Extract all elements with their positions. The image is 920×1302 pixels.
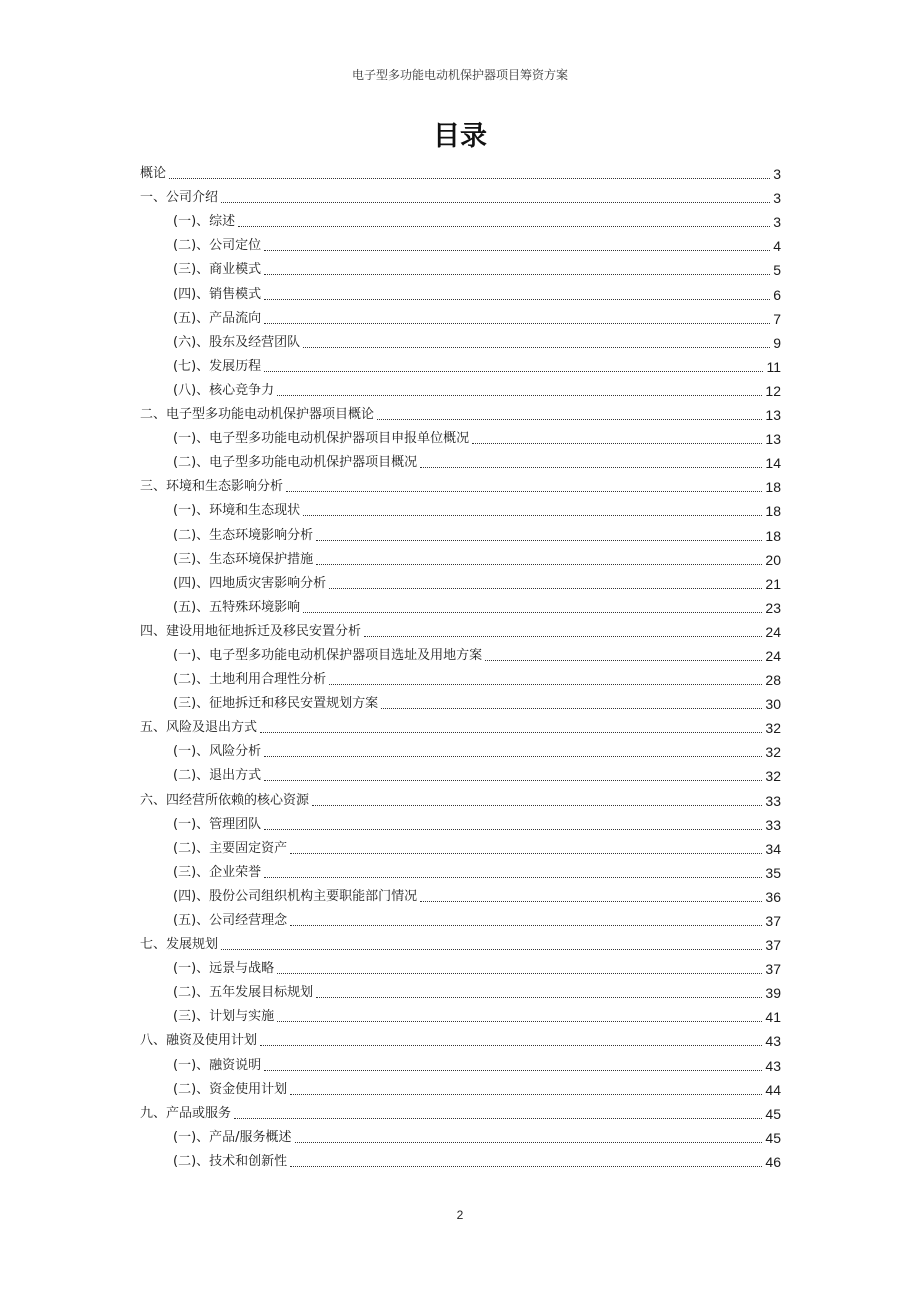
toc-entry-page: 6 <box>773 286 781 303</box>
toc-entry[interactable] <box>140 1003 781 1027</box>
toc-entry[interactable] <box>140 811 781 835</box>
toc-entry-label: 一、公司介绍 <box>140 190 219 206</box>
toc-dot-leader <box>364 636 762 637</box>
toc-entry-label: (二)、公司定位 <box>173 238 262 254</box>
toc-entry-label: (三)、生态环境保护措施 <box>173 551 314 567</box>
toc-dot-leader <box>264 274 770 275</box>
toc-entry-page: 36 <box>765 888 781 905</box>
toc-dot-leader <box>303 612 762 613</box>
toc-entry-page: 12 <box>765 382 781 399</box>
toc-dot-leader <box>221 202 770 203</box>
toc-dot-leader <box>264 323 770 324</box>
toc-entry[interactable] <box>140 1076 781 1100</box>
toc-entry-page: 11 <box>766 358 781 375</box>
toc-entry[interactable] <box>140 907 781 931</box>
toc-entry-page: 43 <box>765 1057 781 1074</box>
toc-entry[interactable] <box>140 184 781 208</box>
toc-entry[interactable] <box>140 329 781 353</box>
toc-dot-leader <box>260 732 762 733</box>
toc-entry[interactable] <box>140 521 781 545</box>
toc-dot-leader <box>264 780 762 781</box>
toc-entry-label: (四)、销售模式 <box>173 286 262 302</box>
toc-entry-page: 23 <box>765 599 781 616</box>
toc-entry-label: 二、电子型多功能电动机保护器项目概论 <box>140 407 375 423</box>
toc-entry[interactable] <box>140 931 781 955</box>
toc-entry-label: (一)、融资说明 <box>173 1057 262 1073</box>
toc-entry-page: 44 <box>765 1081 781 1098</box>
toc-entry-label: (二)、退出方式 <box>173 768 262 784</box>
toc-entry[interactable] <box>140 546 781 570</box>
toc-dot-leader <box>221 949 762 950</box>
toc-entry-label: (一)、远景与战略 <box>173 961 275 977</box>
toc-entry-page: 34 <box>765 840 781 857</box>
toc-entry[interactable] <box>140 425 781 449</box>
toc-entry-label: (二)、资金使用计划 <box>173 1081 288 1097</box>
toc-dot-leader <box>264 829 762 830</box>
toc-entry-page: 24 <box>765 647 781 664</box>
toc-entry[interactable] <box>140 618 781 642</box>
toc-entry[interactable] <box>140 208 781 232</box>
toc-dot-leader <box>303 347 770 348</box>
toc-entry-page: 32 <box>765 720 781 737</box>
toc-entry-label: (三)、计划与实施 <box>173 1009 275 1025</box>
toc-entry-page: 3 <box>773 166 781 183</box>
toc-dot-leader <box>420 467 762 468</box>
toc-entry[interactable] <box>140 955 781 979</box>
toc-entry-label: (一)、产品/服务概述 <box>173 1129 292 1145</box>
toc-entry-label: (六)、股东及经营团队 <box>173 334 301 350</box>
toc-entry-page: 43 <box>765 1033 781 1050</box>
toc-entry-page: 18 <box>765 479 781 496</box>
toc-entry[interactable] <box>140 979 781 1003</box>
toc-entry[interactable] <box>140 690 781 714</box>
toc-entry-page: 33 <box>765 792 781 809</box>
toc-entry-page: 21 <box>765 575 781 592</box>
toc-entry[interactable] <box>140 401 781 425</box>
running-header: 电子型多功能电动机保护器项目筹资方案 <box>351 68 568 82</box>
toc-entry-page: 37 <box>765 961 781 978</box>
toc-entry-label: 九、产品或服务 <box>140 1105 232 1121</box>
toc-entry[interactable] <box>140 1051 781 1075</box>
toc-entry-label: (四)、四地质灾害影响分析 <box>173 575 327 591</box>
toc-entry-page: 13 <box>765 407 781 424</box>
toc-entry[interactable] <box>140 1124 781 1148</box>
page-number: 2 <box>456 1208 464 1222</box>
toc-dot-leader <box>277 395 762 396</box>
toc-entry[interactable] <box>140 714 781 738</box>
toc-entry[interactable] <box>140 305 781 329</box>
toc-dot-leader <box>277 973 762 974</box>
toc-entry-page: 4 <box>773 238 781 255</box>
toc-entry[interactable] <box>140 883 781 907</box>
toc-dot-leader <box>286 491 762 492</box>
toc-entry[interactable] <box>140 594 781 618</box>
toc-entry[interactable] <box>140 377 781 401</box>
toc-entry[interactable] <box>140 280 781 304</box>
toc-entry-label: (四)、股份公司组织机构主要职能部门情况 <box>173 888 418 904</box>
toc-entry-label: (一)、管理团队 <box>173 816 262 832</box>
toc-entry-label: (八)、核心竞争力 <box>173 382 275 398</box>
toc-entry-page: 18 <box>765 503 781 520</box>
toc-entry-label: 六、四经营所依赖的核心资源 <box>140 792 310 808</box>
toc-dot-leader <box>264 299 770 300</box>
toc-entry-page: 5 <box>773 262 781 279</box>
table-of-contents <box>140 160 781 1172</box>
toc-dot-leader <box>377 419 762 420</box>
toc-entry-page: 3 <box>773 190 781 207</box>
toc-entry-label: 三、环境和生态影响分析 <box>140 479 284 495</box>
toc-dot-leader <box>264 756 762 757</box>
toc-entry-label: (五)、五特殊环境影响 <box>173 599 301 615</box>
toc-entry-label: (三)、征地拆迁和移民安置规划方案 <box>173 696 379 712</box>
toc-entry[interactable] <box>140 353 781 377</box>
toc-entry-label: (一)、电子型多功能电动机保护器项目选址及用地方案 <box>173 647 483 663</box>
toc-dot-leader <box>260 1045 762 1046</box>
toc-entry[interactable] <box>140 232 781 256</box>
toc-entry-page: 45 <box>765 1105 781 1122</box>
toc-dot-leader <box>316 540 762 541</box>
toc-dot-leader <box>316 564 762 565</box>
toc-entry-page: 37 <box>765 937 781 954</box>
toc-entry-page: 32 <box>765 768 781 785</box>
toc-entry-page: 35 <box>765 864 781 881</box>
toc-entry-page: 14 <box>765 455 781 472</box>
toc-dot-leader <box>264 1070 762 1071</box>
toc-entry-page: 32 <box>765 744 781 761</box>
toc-entry[interactable] <box>140 497 781 521</box>
toc-entry-label: (二)、土地利用合理性分析 <box>173 672 327 688</box>
toc-entry[interactable] <box>140 473 781 497</box>
toc-entry-label: (二)、生态环境影响分析 <box>173 527 314 543</box>
toc-dot-leader <box>316 997 762 998</box>
toc-dot-leader <box>420 901 762 902</box>
toc-entry-label: (二)、主要固定资产 <box>173 840 288 856</box>
toc-dot-leader <box>381 708 762 709</box>
toc-dot-leader <box>290 925 762 926</box>
toc-dot-leader <box>312 805 762 806</box>
toc-dot-leader <box>472 443 762 444</box>
toc-entry-page: 39 <box>765 985 781 1002</box>
toc-entry-label: (三)、商业模式 <box>173 262 262 278</box>
toc-entry[interactable] <box>140 160 781 184</box>
toc-dot-leader <box>303 515 762 516</box>
toc-entry-label: 八、融资及使用计划 <box>140 1033 258 1049</box>
toc-entry-label: 概论 <box>140 166 167 182</box>
toc-entry-page: 24 <box>765 623 781 640</box>
toc-entry-label: 七、发展规划 <box>140 937 219 953</box>
toc-entry-label: (一)、风险分析 <box>173 744 262 760</box>
toc-entry-label: (二)、电子型多功能电动机保护器项目概况 <box>173 455 418 471</box>
toc-entry-page: 41 <box>765 1009 781 1026</box>
toc-entry[interactable] <box>140 738 781 762</box>
toc-dot-leader <box>329 684 762 685</box>
page-title: 目录 <box>433 121 487 152</box>
toc-entry-page: 28 <box>765 672 781 689</box>
toc-entry[interactable] <box>140 256 781 280</box>
toc-dot-leader <box>264 371 763 372</box>
toc-entry-page: 3 <box>773 214 781 231</box>
toc-dot-leader <box>169 178 770 179</box>
toc-entry[interactable] <box>140 786 781 810</box>
toc-dot-leader <box>290 1166 762 1167</box>
toc-entry-label: (一)、综述 <box>173 214 236 230</box>
toc-entry-page: 45 <box>765 1129 781 1146</box>
toc-entry-label: 四、建设用地征地拆迁及移民安置分析 <box>140 623 362 639</box>
toc-entry-label: (一)、环境和生态现状 <box>173 503 301 519</box>
toc-dot-leader <box>264 250 770 251</box>
toc-entry-page: 46 <box>765 1153 781 1170</box>
toc-entry-label: (一)、电子型多功能电动机保护器项目申报单位概况 <box>173 431 470 447</box>
toc-entry[interactable] <box>140 859 781 883</box>
toc-entry-page: 33 <box>765 816 781 833</box>
toc-dot-leader <box>290 853 762 854</box>
toc-entry[interactable] <box>140 666 781 690</box>
toc-entry-page: 7 <box>773 310 781 327</box>
toc-entry[interactable] <box>140 449 781 473</box>
toc-entry-page: 9 <box>773 334 781 351</box>
toc-entry[interactable] <box>140 570 781 594</box>
toc-dot-leader <box>329 588 762 589</box>
toc-entry[interactable] <box>140 1027 781 1051</box>
toc-entry-page: 18 <box>765 527 781 544</box>
toc-entry-label: (五)、公司经营理念 <box>173 913 288 928</box>
toc-entry[interactable] <box>140 1148 781 1172</box>
toc-entry-page: 13 <box>765 431 781 448</box>
toc-dot-leader <box>295 1142 763 1143</box>
toc-entry-label: (二)、五年发展目标规划 <box>173 985 314 1001</box>
toc-dot-leader <box>277 1021 762 1022</box>
toc-entry-label: (三)、企业荣誉 <box>173 864 262 880</box>
toc-dot-leader <box>290 1094 762 1095</box>
toc-dot-leader <box>238 226 770 227</box>
toc-entry-label: (二)、技术和创新性 <box>173 1153 288 1169</box>
toc-entry-label: (五)、产品流向 <box>173 310 262 326</box>
toc-entry[interactable] <box>140 642 781 666</box>
toc-entry-label: 五、风险及退出方式 <box>140 720 258 736</box>
toc-dot-leader <box>234 1118 762 1119</box>
toc-entry-page: 37 <box>765 913 781 929</box>
toc-entry-label: (七)、发展历程 <box>173 358 262 374</box>
toc-entry[interactable] <box>140 1100 781 1124</box>
toc-entry-page: 30 <box>765 696 781 713</box>
toc-dot-leader <box>264 877 762 878</box>
toc-entry[interactable] <box>140 762 781 786</box>
toc-dot-leader <box>485 660 762 661</box>
toc-entry-page: 20 <box>765 551 781 568</box>
toc-entry[interactable] <box>140 835 781 859</box>
